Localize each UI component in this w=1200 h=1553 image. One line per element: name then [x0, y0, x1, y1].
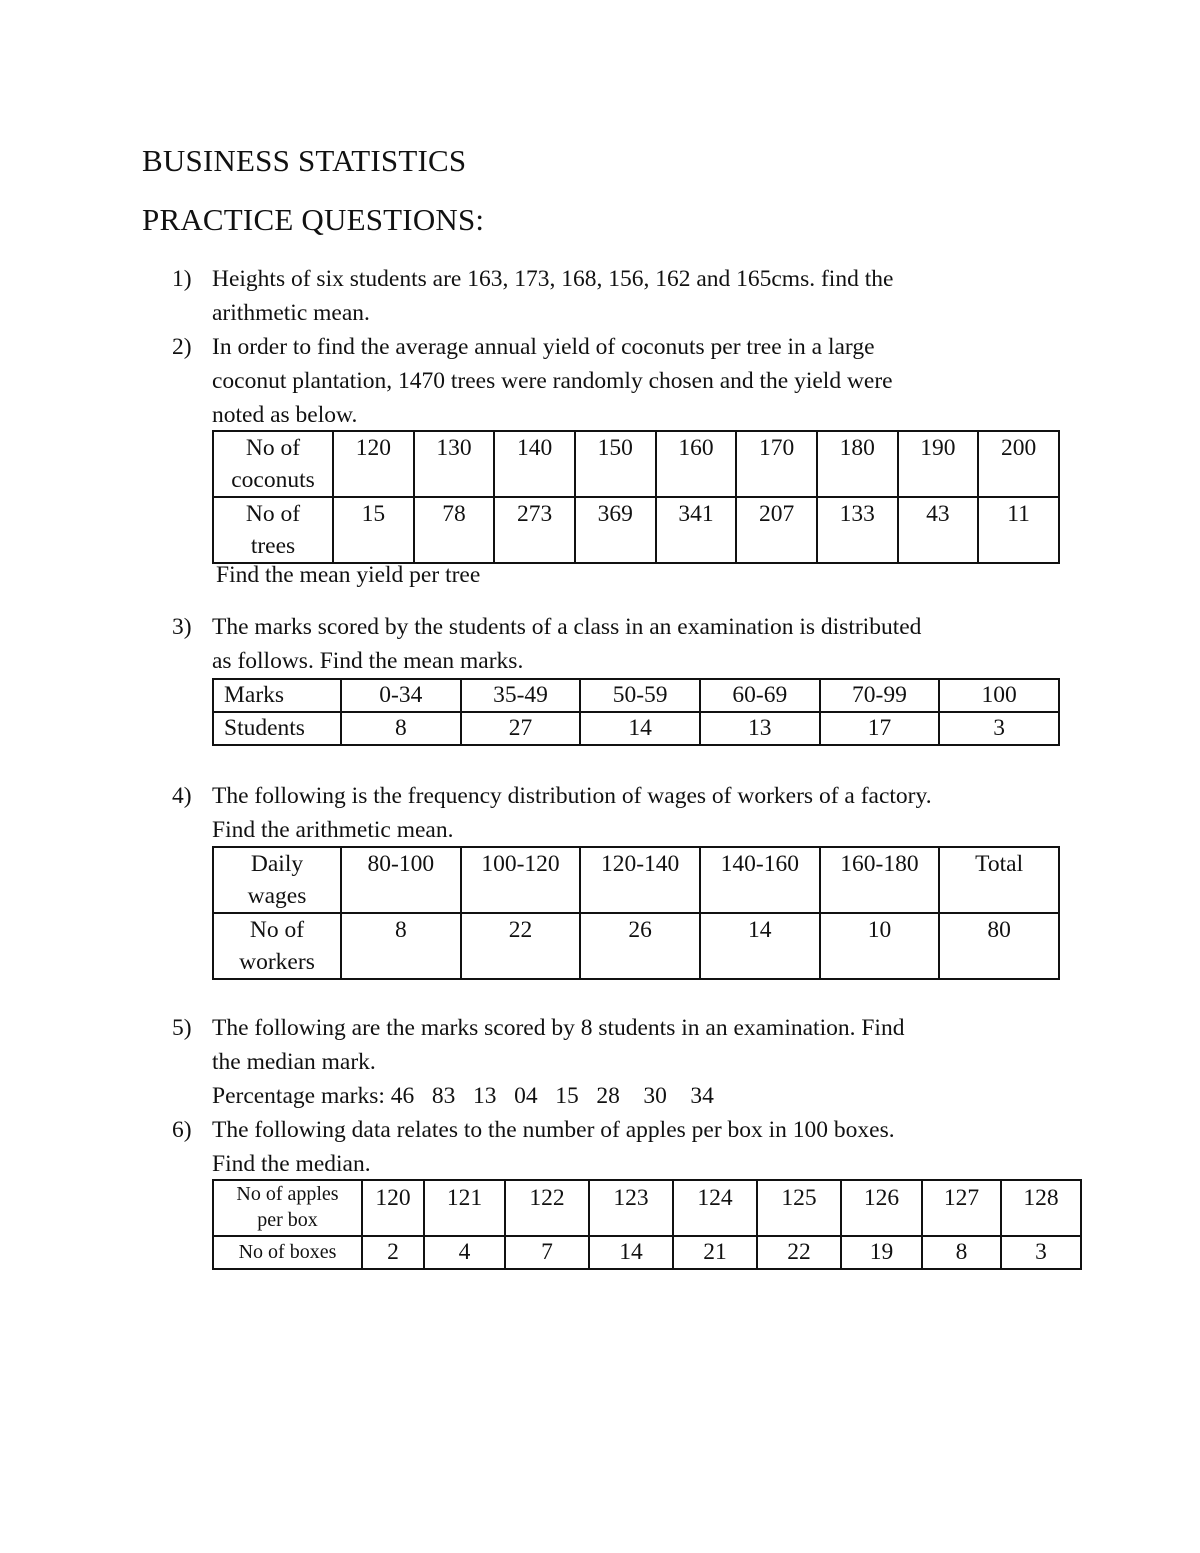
table-cell: 160 [656, 431, 737, 497]
table-row [213, 679, 1059, 712]
question-text-line: the median mark. [212, 1049, 376, 1075]
table-cell: 14 [589, 1236, 673, 1269]
table-row [213, 913, 1059, 979]
question-text-line: The following is the frequency distribution of wages of workers of a factory. [212, 783, 932, 809]
table-cell: 3 [1001, 1236, 1081, 1269]
table-cell: 0-34 [341, 679, 461, 712]
page-title: BUSINESS STATISTICS [142, 143, 467, 178]
table-cell: 43 [898, 497, 979, 563]
table-cell: 19 [841, 1236, 922, 1269]
wages-table [212, 846, 1060, 980]
question-text-line: Find the arithmetic mean. [212, 817, 454, 843]
question-1 [172, 262, 893, 330]
table-cell: 128 [1001, 1180, 1081, 1236]
table-cell: 140 [494, 431, 575, 497]
table-cell: 273 [494, 497, 575, 563]
table-cell: 8 [341, 913, 461, 979]
question-text-line: The marks scored by the students of a class in an examination is distributed [212, 614, 922, 640]
table-row [213, 497, 1059, 563]
table-cell: 122 [505, 1180, 589, 1236]
table-cell: 26 [580, 913, 700, 979]
table-cell: 150 [575, 431, 656, 497]
table-cell: 22 [757, 1236, 841, 1269]
row-label: Marks [213, 679, 341, 712]
table-cell: 78 [414, 497, 495, 563]
marks-table [212, 678, 1060, 746]
table-cell: 120 [362, 1180, 424, 1236]
question-text-line: Find the median. [212, 1151, 371, 1177]
row-label: No of trees [213, 497, 333, 563]
table-cell: 190 [898, 431, 979, 497]
question-number: 6) [172, 1117, 192, 1143]
question-text-line: arithmetic mean. [212, 300, 370, 326]
table-cell: 125 [757, 1180, 841, 1236]
table-cell: 121 [424, 1180, 505, 1236]
table-cell: 207 [736, 497, 817, 563]
table-cell: 130 [414, 431, 495, 497]
question-text-line: In order to find the average annual yield of coconuts per tree in a large [212, 334, 875, 360]
table-cell: 200 [978, 431, 1059, 497]
coconut-yield-table [212, 430, 1060, 564]
question-4 [172, 779, 932, 847]
row-label: No of apples per box [213, 1180, 362, 1236]
row-label: No of workers [213, 913, 341, 979]
table-cell: 369 [575, 497, 656, 563]
question-number: 2) [172, 334, 192, 360]
table-row [213, 1236, 1081, 1269]
table-cell: 120 [333, 431, 414, 497]
question-number: 5) [172, 1015, 192, 1041]
table-cell: 7 [505, 1236, 589, 1269]
table-cell: 22 [461, 913, 581, 979]
table-cell: 123 [589, 1180, 673, 1236]
table-cell: 10 [820, 913, 940, 979]
question-number: 1) [172, 266, 192, 292]
table-cell: 133 [817, 497, 898, 563]
table-row [213, 431, 1059, 497]
question-number: 3) [172, 614, 192, 640]
table-cell: 15 [333, 497, 414, 563]
table-cell: 50-59 [580, 679, 700, 712]
row-label: No of boxes [213, 1236, 362, 1269]
question-text-line: Heights of six students are 163, 173, 168, 156, 162 and 165cms. find the [212, 266, 894, 292]
table-cell: 13 [700, 712, 820, 745]
question-number: 4) [172, 783, 192, 809]
table-cell: 60-69 [700, 679, 820, 712]
row-label: No of coconuts [213, 431, 333, 497]
table-cell: 2 [362, 1236, 424, 1269]
table-cell: 120-140 [580, 847, 700, 913]
table-cell: 341 [656, 497, 737, 563]
table-cell: 170 [736, 431, 817, 497]
table-cell: 140-160 [700, 847, 820, 913]
table-cell: 21 [673, 1236, 757, 1269]
question-text-line: as follows. Find the mean marks. [212, 648, 524, 674]
table-row [213, 1180, 1081, 1236]
table-row [213, 712, 1059, 745]
table-cell: 4 [424, 1236, 505, 1269]
table-cell: 100 [939, 679, 1059, 712]
question-text-line: coconut plantation, 1470 trees were randomly chosen and the yield were [212, 368, 893, 394]
table-cell: 180 [817, 431, 898, 497]
table-cell: 127 [922, 1180, 1001, 1236]
row-label: Students [213, 712, 341, 745]
table-cell: 124 [673, 1180, 757, 1236]
table-cell: 27 [461, 712, 581, 745]
question-text-line: The following are the marks scored by 8 students in an examination. Find [212, 1015, 905, 1041]
table-instruction: Find the mean yield per tree [216, 562, 481, 588]
table-cell: 160-180 [820, 847, 940, 913]
table-row [213, 847, 1059, 913]
table-cell: 80 [939, 913, 1059, 979]
question-text-line: The following data relates to the number of apples per box in 100 boxes. [212, 1117, 895, 1143]
apples-table [212, 1179, 1082, 1270]
table-cell: 70-99 [820, 679, 940, 712]
table-cell: 8 [922, 1236, 1001, 1269]
table-cell: 3 [939, 712, 1059, 745]
table-cell: 14 [700, 913, 820, 979]
table-cell: 35-49 [461, 679, 581, 712]
row-label: Daily wages [213, 847, 341, 913]
question-5 [172, 1011, 904, 1113]
table-cell: 17 [820, 712, 940, 745]
question-3 [172, 610, 921, 678]
table-cell: 11 [978, 497, 1059, 563]
table-cell: 100-120 [461, 847, 581, 913]
question-6 [172, 1113, 895, 1181]
table-cell: 126 [841, 1180, 922, 1236]
table-cell: 14 [580, 712, 700, 745]
page-subtitle: PRACTICE QUESTIONS: [142, 202, 485, 237]
table-cell: 8 [341, 712, 461, 745]
question-text-line: Percentage marks: 46 83 13 04 15 28 30 34 [212, 1083, 714, 1109]
question-text-line: noted as below. [212, 402, 358, 428]
question-2 [172, 330, 893, 432]
table-cell: Total [939, 847, 1059, 913]
table-cell: 80-100 [341, 847, 461, 913]
